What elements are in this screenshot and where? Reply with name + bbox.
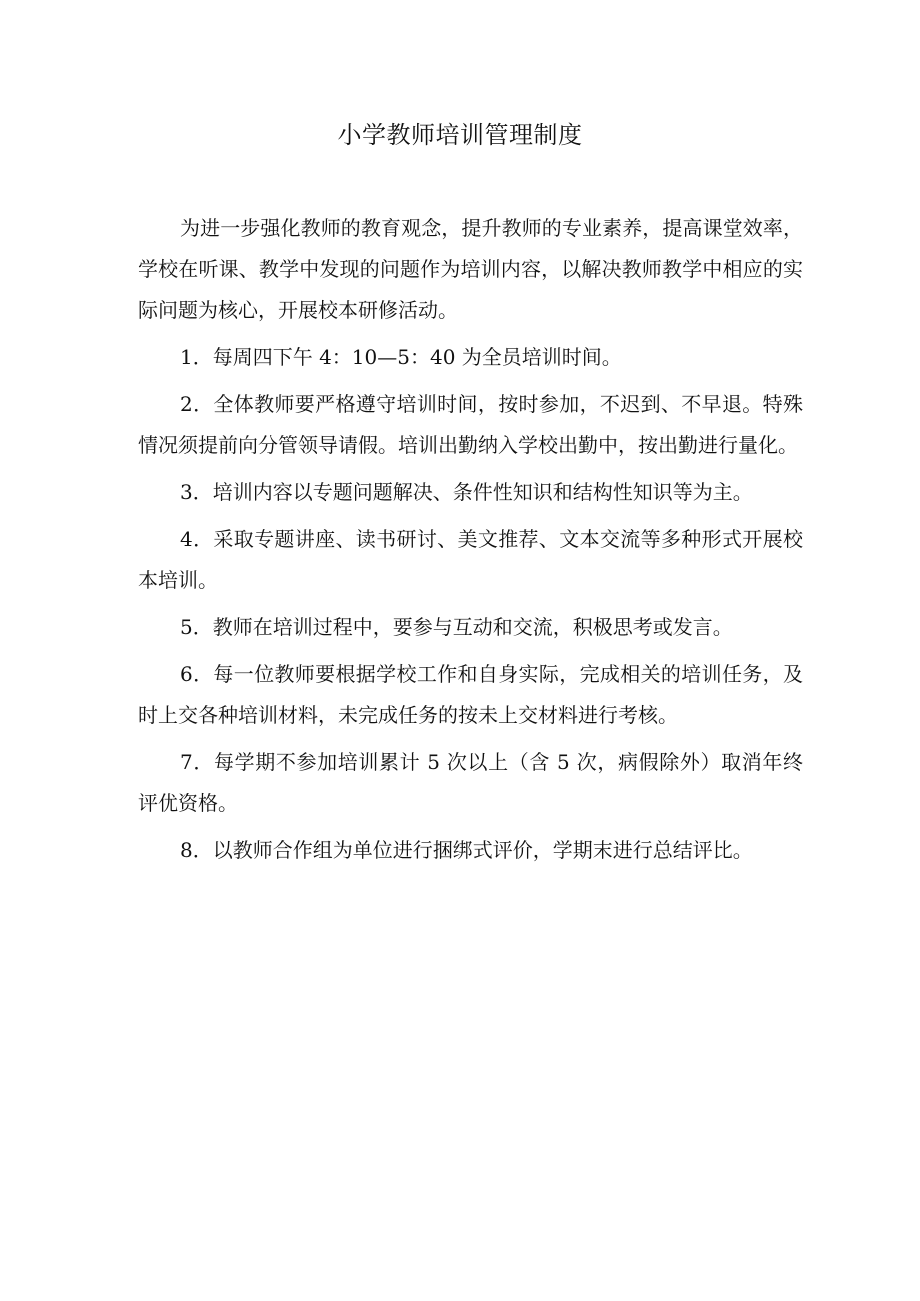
rule-item-1: 1．每周四下午 4：10—5：40 为全员培训时间。 xyxy=(180,345,622,369)
rule-item-6: 6．每一位教师要根据学校工作和自身实际，完成相关的培训任务，及时上交各种培训材料，未完成任务的按未上交材料进行考核。 xyxy=(138,662,803,727)
document-title: 小学教师培训管理制度 xyxy=(337,121,583,149)
rule-item-5: 5．教师在培训过程中，要参与互动和交流，积极思考或发言。 xyxy=(180,615,733,639)
intro-paragraph: 为进一步强化教师的教育观念，提升教师的专业素养，提高课堂效率，学校在听课、教学中发现的问题作为培训内容，以解决教师教学中相应的实际问题为核心，开展校本研修活动。 xyxy=(138,216,803,322)
rule-item-7: 7．每学期不参加培训累计 5 次以上（含 5 次，病假除外）取消年终评优资格。 xyxy=(138,750,803,815)
document-body xyxy=(138,208,803,871)
rule-item-4: 4．采取专题讲座、读书研讨、美文推荐、文本交流等多种形式开展校本培训。 xyxy=(138,527,803,592)
rule-item-8: 8．以教师合作组为单位进行捆绑式评价，学期末进行总结评比。 xyxy=(180,838,753,862)
rule-item-3: 3．培训内容以专题问题解决、条件性知识和结构性知识等为主。 xyxy=(180,480,753,504)
rule-item-2: 2．全体教师要严格遵守培训时间，按时参加，不迟到、不早退。特殊情况须提前向分管领导请假。培训出勤纳入学校出勤中，按出勤进行量化。 xyxy=(138,392,803,457)
